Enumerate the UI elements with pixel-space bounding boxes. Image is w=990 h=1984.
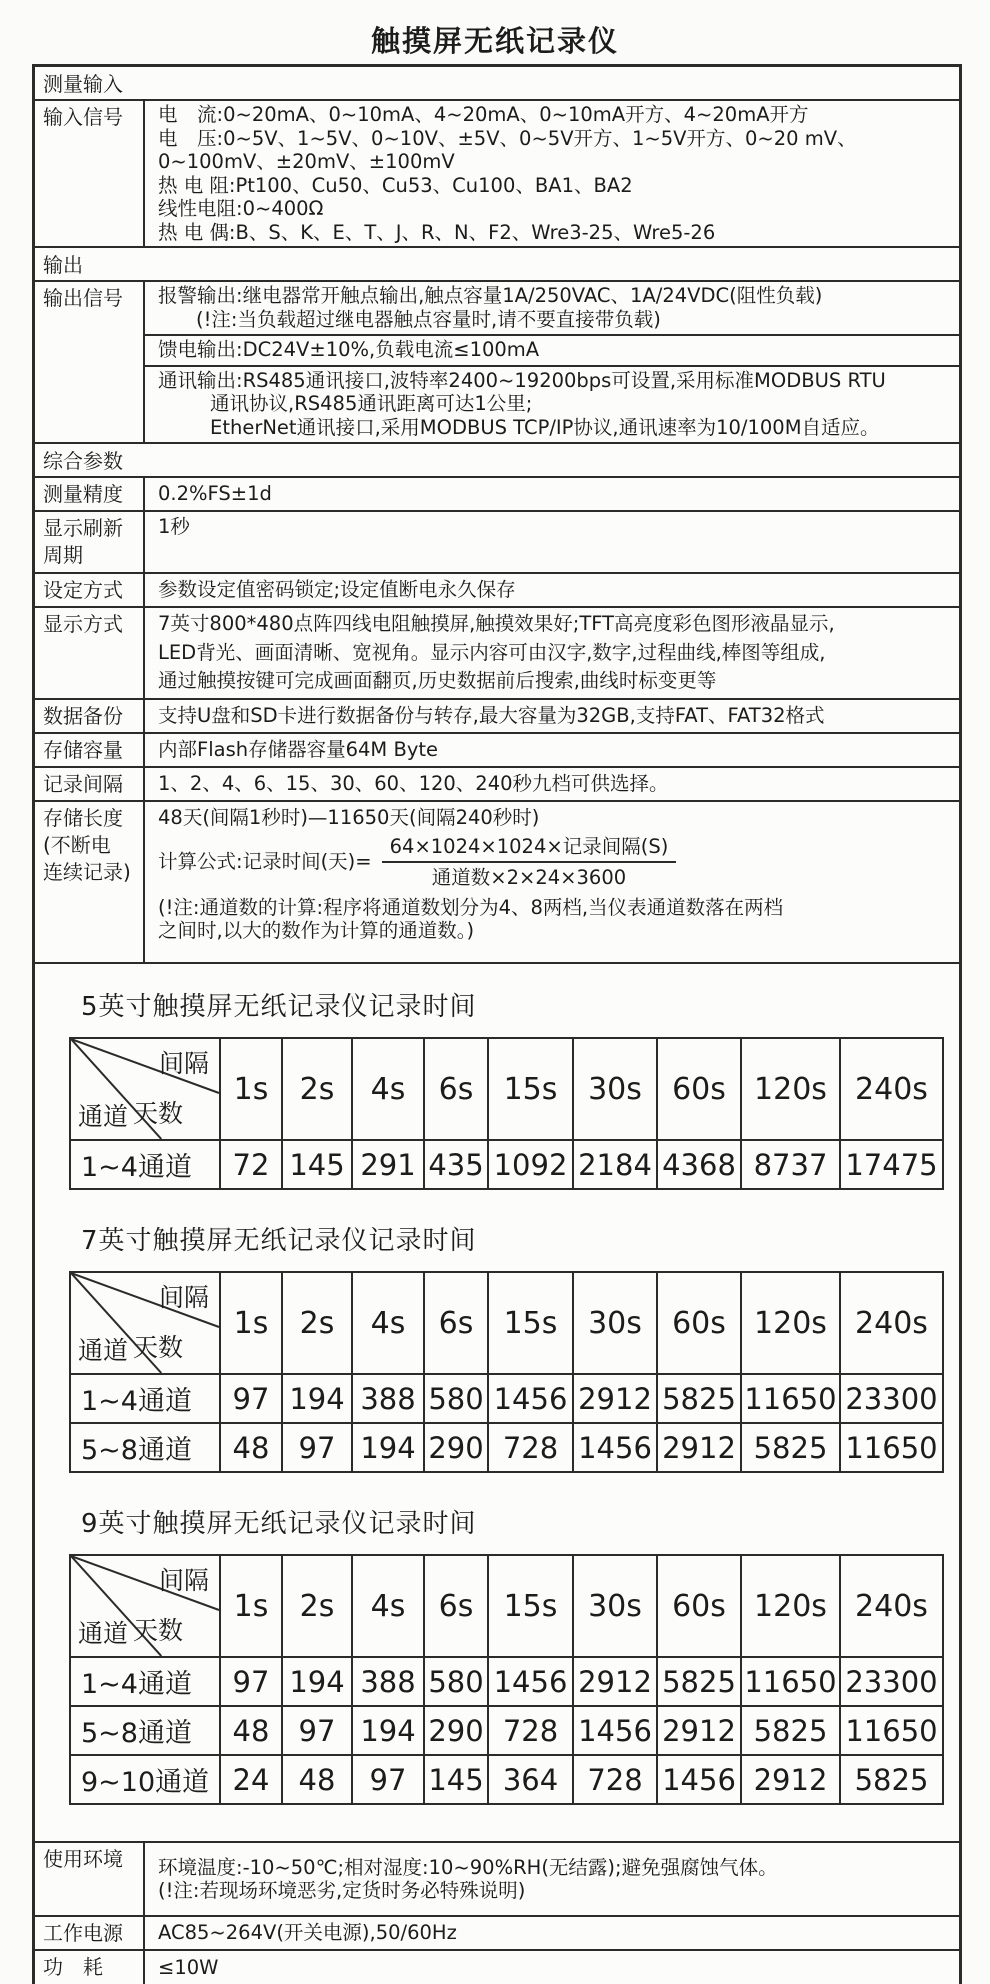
- section-label: 综合参数: [43, 449, 123, 473]
- record-time-table: [69, 1037, 944, 1190]
- record-days-cell: 364: [488, 1755, 573, 1804]
- record-days-cell: 194: [352, 1423, 424, 1472]
- interval-column-header: 120s: [741, 1038, 840, 1140]
- record-days-cell: 388: [352, 1657, 424, 1706]
- interval-column-header: 4s: [352, 1038, 424, 1140]
- record-time-table: [69, 1554, 944, 1805]
- corner-label-days: 天数: [133, 1099, 184, 1128]
- row-value: 参数设定值密码锁定;设定值断电永久保存: [158, 578, 516, 602]
- interval-column-header: 15s: [488, 1038, 573, 1140]
- record-days-cell: 580: [424, 1657, 488, 1706]
- corner-label-channels: 通道: [78, 1336, 129, 1365]
- row-setting-method: [35, 572, 959, 606]
- record-days-cell: 8737: [741, 1140, 840, 1189]
- row-value: 内部Flash存储器容量64M Byte: [158, 738, 438, 762]
- interval-column-header: 2s: [282, 1555, 352, 1657]
- record-time-table: [69, 1271, 944, 1473]
- corner-label-interval: 间隔: [158, 1049, 209, 1078]
- record-days-cell: 17475: [840, 1140, 943, 1189]
- corner-label-channels: 通道: [78, 1102, 129, 1131]
- interval-column-header: 240s: [840, 1555, 943, 1657]
- section-general-params: [35, 442, 959, 476]
- interval-column-header: 120s: [741, 1272, 840, 1374]
- interval-column-header: 1s: [220, 1555, 282, 1657]
- row-working-power: [35, 1915, 959, 1949]
- row-storage-capacity: [35, 732, 959, 766]
- interval-column-header: 4s: [352, 1272, 424, 1374]
- row-label: 测量精度: [35, 478, 145, 510]
- record-days-cell: 24: [220, 1755, 282, 1804]
- channel-row-label: 1~4通道: [70, 1140, 220, 1189]
- record-days-cell: 1456: [573, 1706, 657, 1755]
- row-record-interval: [35, 766, 959, 800]
- record-table-block-7inch: [69, 1220, 959, 1473]
- corner-label-interval: 间隔: [158, 1566, 209, 1595]
- record-days-cell: 1092: [488, 1140, 573, 1189]
- record-days-cell: 5825: [657, 1374, 741, 1423]
- row-label: 存储容量: [35, 734, 145, 766]
- interval-column-header: 2s: [282, 1272, 352, 1374]
- record-days-cell: 580: [424, 1374, 488, 1423]
- row-value: [145, 282, 959, 442]
- table-row: [70, 1755, 943, 1804]
- record-table-title: 9英寸触摸屏无纸记录仪记录时间: [81, 1509, 477, 1539]
- record-days-cell: 435: [424, 1140, 488, 1189]
- row-power-consumption: [35, 1949, 959, 1984]
- row-value: 电 流:0~20mA、0~10mA、4~20mA、0~10mA开方、4~20mA开方 电 压:0~5V、1~5V、0~10V、±5V、0~5V开方、1~5V开方、0~20 mV、 0~100mV、±20mV、±100mV 热 电 阻:Pt100、Cu50、Cu53、Cu100、BA1、BA2 线性电阻:0~400Ω 热 电 偶:B、S、K、E、T、J、R、N、F2、Wre3-25、Wre5-26: [158, 103, 857, 244]
- record-days-cell: 4368: [657, 1140, 741, 1189]
- table-row: [70, 1374, 943, 1423]
- row-label: 记录间隔: [35, 768, 145, 800]
- interval-column-header: 30s: [573, 1272, 657, 1374]
- interval-column-header: 6s: [424, 1038, 488, 1140]
- interval-column-header: 120s: [741, 1555, 840, 1657]
- record-days-cell: 290: [424, 1706, 488, 1755]
- row-label: 显示方式: [35, 608, 145, 698]
- row-accuracy: [35, 476, 959, 510]
- record-days-cell: 2184: [573, 1140, 657, 1189]
- record-time-formula: 计算公式:记录时间(天)= $\frac{\text{64×1024×1024×记录间隔(S)}}{\text{通道数×2×24×3600}}$: [158, 835, 953, 890]
- record-days-cell: 97: [220, 1374, 282, 1423]
- section-output: [35, 246, 959, 280]
- corner-label-channels: 通道: [78, 1619, 129, 1648]
- interval-column-header: 15s: [488, 1555, 573, 1657]
- channel-row-label: 5~8通道: [70, 1423, 220, 1472]
- row-label: 使用环境: [35, 1843, 145, 1915]
- interval-column-header: 240s: [840, 1038, 943, 1140]
- row-value: 7英寸800*480点阵四线电阻触摸屏,触摸效果好;TFT高亮度彩色图形液晶显示, LED背光、画面清晰、宽视角。显示内容可由汉字,数字,过程曲线,棒图等组成, 通过触摸按键可完成画面翻页,历史数据前后搜索,曲线时标变更等: [158, 612, 835, 693]
- record-days-cell: 97: [220, 1657, 282, 1706]
- record-days-cell: 728: [573, 1755, 657, 1804]
- interval-column-header: 30s: [573, 1555, 657, 1657]
- page-title: 触摸屏无纸记录仪: [370, 23, 619, 58]
- record-table-title: 5英寸触摸屏无纸记录仪记录时间: [81, 992, 477, 1022]
- section-measure-input: [35, 67, 959, 99]
- record-days-cell: 1456: [573, 1423, 657, 1472]
- interval-column-header: 1s: [220, 1272, 282, 1374]
- row-storage-length: [35, 800, 959, 962]
- row-input-signal: [35, 99, 959, 246]
- record-days-cell: 2912: [657, 1706, 741, 1755]
- row-value: 1秒: [158, 515, 190, 538]
- record-days-cell: 728: [488, 1423, 573, 1472]
- interval-column-header: 4s: [352, 1555, 424, 1657]
- formula-fraction: $\frac{\text{64×1024×1024×记录间隔(S)}}{\text{通道数×2×24×3600}}$: [382, 835, 677, 890]
- record-days-cell: 2912: [573, 1374, 657, 1423]
- interval-column-header: 6s: [424, 1555, 488, 1657]
- record-days-cell: 23300: [840, 1657, 943, 1706]
- record-days-cell: 388: [352, 1374, 424, 1423]
- row-value: AC85~264V(开关电源),50/60Hz: [158, 1921, 457, 1945]
- record-days-cell: 5825: [657, 1657, 741, 1706]
- record-days-cell: 48: [220, 1706, 282, 1755]
- record-days-cell: 2912: [657, 1423, 741, 1472]
- record-days-cell: 291: [352, 1140, 424, 1189]
- interval-column-header: 60s: [657, 1038, 741, 1140]
- interval-column-header: 1s: [220, 1038, 282, 1140]
- record-days-cell: 728: [488, 1706, 573, 1755]
- section-label: 输出: [43, 253, 83, 277]
- row-value: ≤10W: [158, 1956, 219, 1980]
- record-days-cell: 97: [282, 1423, 352, 1472]
- row-output-signal: [35, 280, 959, 442]
- row-value: 1、2、4、6、15、30、60、120、240秒九档可供选择。: [158, 772, 669, 796]
- record-days-cell: 2912: [741, 1755, 840, 1804]
- row-label: 存储长度 (不断电 连续记录): [35, 802, 145, 962]
- record-table-block-9inch: [69, 1503, 959, 1805]
- record-table-block-5inch: [69, 986, 959, 1190]
- channel-row-label: 5~8通道: [70, 1706, 220, 1755]
- interval-column-header: 30s: [573, 1038, 657, 1140]
- row-value: 环境温度:-10~50℃;相对湿度:10~90%RH(无结露);避免强腐蚀气体。 (!注:若现场环境恶劣,定货时务必特殊说明): [158, 1855, 778, 1902]
- diagonal-corner-cell: [70, 1272, 220, 1374]
- diagonal-corner-cell: [70, 1038, 220, 1140]
- table-row: [70, 1423, 943, 1472]
- record-days-cell: 194: [282, 1657, 352, 1706]
- interval-column-header: 15s: [488, 1272, 573, 1374]
- row-refresh-period: [35, 510, 959, 572]
- record-days-cell: 48: [220, 1423, 282, 1472]
- row-label: 输出信号: [35, 282, 145, 442]
- interval-column-header: 240s: [840, 1272, 943, 1374]
- feed-output: 馈电输出:DC24V±10%,负载电流≤100mA: [145, 334, 959, 365]
- record-days-cell: 194: [352, 1706, 424, 1755]
- record-days-cell: 145: [424, 1755, 488, 1804]
- alarm-output: 报警输出:继电器常开触点输出,触点容量1A/250VAC、1A/24VDC(阻性负载) (!注:当负载超过继电器触点容量时,请不要直接带负载): [158, 284, 823, 331]
- row-value: 0.2%FS±1d: [158, 482, 272, 506]
- record-days-cell: 1456: [488, 1657, 573, 1706]
- corner-label-days: 天数: [133, 1333, 184, 1362]
- record-days-cell: 290: [424, 1423, 488, 1472]
- channel-row-label: 1~4通道: [70, 1657, 220, 1706]
- channel-row-label: 1~4通道: [70, 1374, 220, 1423]
- row-label: 功 耗: [35, 1951, 145, 1984]
- record-days-cell: 11650: [840, 1706, 943, 1755]
- record-days-cell: 145: [282, 1140, 352, 1189]
- row-label: 数据备份: [35, 700, 145, 732]
- interval-column-header: 60s: [657, 1555, 741, 1657]
- record-days-cell: 194: [282, 1374, 352, 1423]
- channel-row-label: 9~10通道: [70, 1755, 220, 1804]
- record-days-cell: 11650: [840, 1423, 943, 1472]
- row-label: 输入信号: [35, 101, 145, 246]
- record-table-title: 7英寸触摸屏无纸记录仪记录时间: [81, 1226, 477, 1256]
- record-days-cell: 48: [282, 1755, 352, 1804]
- record-days-cell: 1456: [657, 1755, 741, 1804]
- row-display-method: [35, 606, 959, 698]
- diagonal-corner-cell: [70, 1555, 220, 1657]
- interval-column-header: 60s: [657, 1272, 741, 1374]
- row-value: 支持U盘和SD卡进行数据备份与转存,最大容量为32GB,支持FAT、FAT32格式: [158, 704, 825, 728]
- row-label: 工作电源: [35, 1917, 145, 1949]
- row-label: 设定方式: [35, 574, 145, 606]
- row-label: 显示刷新周期: [35, 512, 145, 572]
- record-days-cell: 1456: [488, 1374, 573, 1423]
- record-days-cell: 11650: [741, 1374, 840, 1423]
- record-days-cell: 72: [220, 1140, 282, 1189]
- table-row: [70, 1706, 943, 1755]
- interval-column-header: 6s: [424, 1272, 488, 1374]
- table-row: [70, 1657, 943, 1706]
- comm-output: 通讯输出:RS485通讯接口,波特率2400~19200bps可设置,采用标准MODBUS RTU 通讯协议,RS485通讯距离可达1公里; EtherNet通讯接口,采用MODBUS TCP/IP协议,通讯速率为10/100M自适应。: [145, 365, 959, 443]
- record-days-cell: 5825: [741, 1706, 840, 1755]
- row-environment: [35, 1841, 959, 1915]
- corner-label-days: 天数: [133, 1616, 184, 1645]
- record-days-cell: 97: [282, 1706, 352, 1755]
- record-days-cell: 2912: [573, 1657, 657, 1706]
- row-value: 48天(间隔1秒时)—11650天(间隔240秒时) 计算公式:记录时间(天)= $\frac{\text{64×1024×1024×记录间隔(S)}}{\text{通道数×2×24×3600}}$ (!注:通道数的计算:程序将通道数划分为4、8两档,当仪表通道数落在两档 之间时,以大的数作为计算的通道数。): [145, 802, 959, 962]
- record-days-cell: 11650: [741, 1657, 840, 1706]
- record-days-cell: 23300: [840, 1374, 943, 1423]
- spec-table: [32, 64, 962, 1984]
- record-tables-region: [35, 962, 959, 1841]
- record-days-cell: 5825: [840, 1755, 943, 1804]
- table-row: [70, 1140, 943, 1189]
- section-label: 测量输入: [43, 72, 123, 96]
- record-days-cell: 97: [352, 1755, 424, 1804]
- interval-column-header: 2s: [282, 1038, 352, 1140]
- row-data-backup: [35, 698, 959, 732]
- corner-label-interval: 间隔: [158, 1283, 209, 1312]
- record-days-cell: 5825: [741, 1423, 840, 1472]
